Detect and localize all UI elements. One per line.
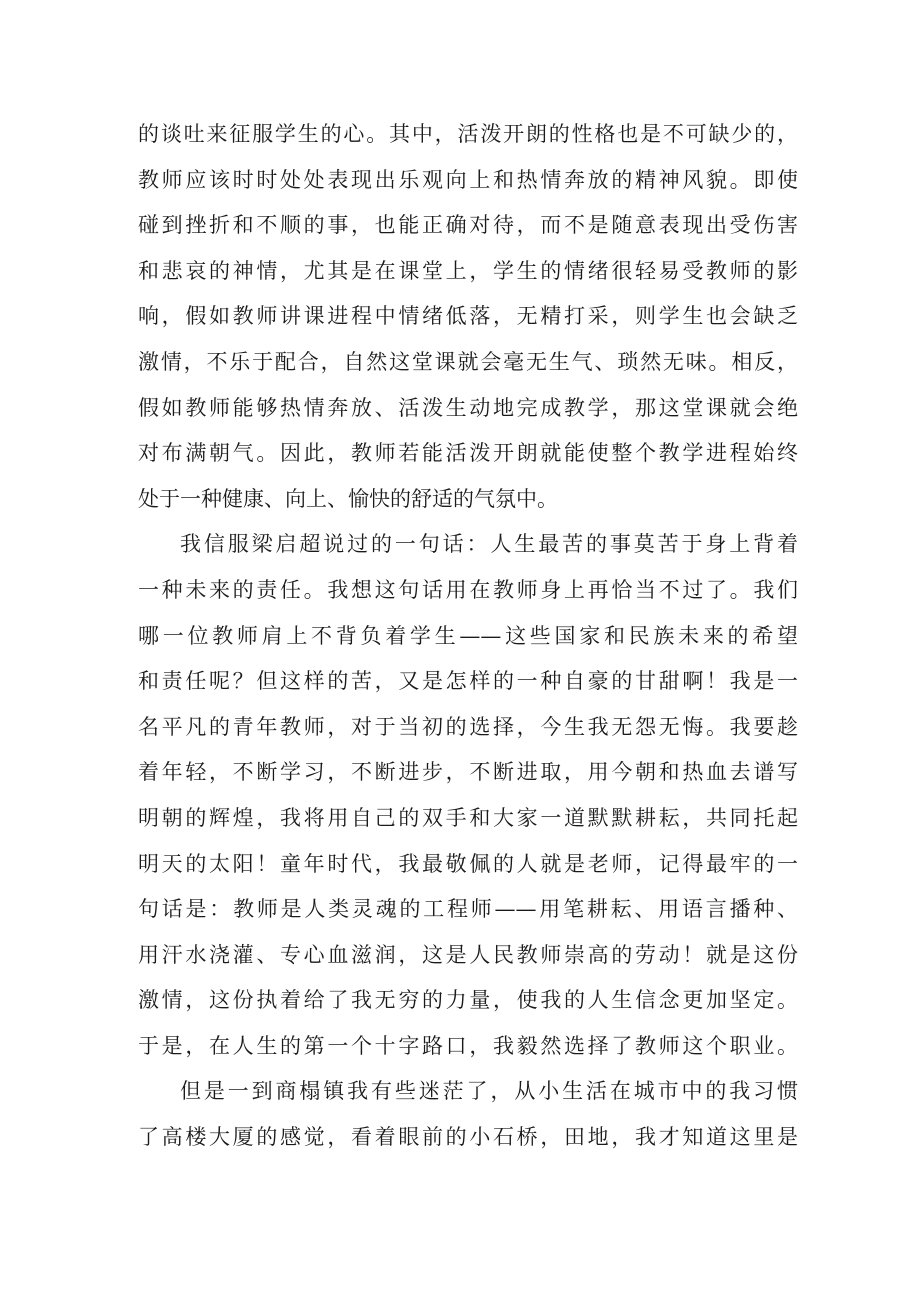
text-line: 明朝的辉煌，我将用自己的双手和大家一道默默耕耘，共同托起 [138,805,798,830]
text-line: 名平凡的青年教师，对于当初的选择，今生我无怨无悔。我要趁 [138,714,798,739]
text-line: 碰到挫折和不顺的事，也能正确对待，而不是随意表现出受伤害 [138,213,798,238]
text-line: 用汗水浇灌、专心血滋润，这是人民教师崇高的劳动！就是这份 [138,942,798,967]
text-line: 响，假如教师讲课进程中情绪低落，无精打采，则学生也会缺乏 [138,304,798,329]
text-line: 了高楼大厦的感觉，看着眼前的小石桥，田地，我才知道这里是 [138,1125,798,1150]
paragraph-first-line: 但是一到商榻镇我有些迷茫了，从小生活在城市中的我习惯 [180,1079,798,1104]
text-line: 句话是：教师是人类灵魂的工程师——用笔耕耘、用语言播种、 [138,897,798,922]
text-line: 的谈吐来征服学生的心。其中，活泼开朗的性格也是不可缺少的， [138,122,798,146]
text-line: 一种未来的责任。我想这句话用在教师身上再恰当不过了。我们 [138,577,798,602]
text-line: 和责任呢？但这样的苦，又是怎样的一种自豪的甘甜啊！我是一 [138,669,798,694]
text-line: 激情，这份执着给了我无穷的力量，使我的人生信念更加坚定。 [138,988,798,1013]
text-line: 激情，不乐于配合，自然这堂课就会毫无生气、琐然无味。相反， [138,349,798,374]
text-line: 着年轻，不断学习，不断进步，不断进取，用今朝和热血去谱写 [138,760,798,785]
text-line: 教师应该时时处处表现出乐观向上和热情奔放的精神风貌。即使 [138,167,798,192]
text-line: 和悲哀的神情，尤其是在课堂上，学生的情绪很轻易受教师的影 [138,258,798,283]
paragraph-end-line: 处于一种健康、向上、愉快的舒适的气氛中。 [138,486,558,511]
text-line: 哪一位教师肩上不背负着学生——这些国家和民族未来的希望 [138,623,798,648]
paragraph-end-line: 于是，在人生的第一个十字路口，我毅然选择了教师这个职业。 [138,1033,798,1058]
body-text [138,112,798,1161]
text-line: 明天的太阳！童年时代，我最敬佩的人就是老师，记得最牢的一 [138,851,798,876]
text-line: 对布满朝气。因此，教师若能活泼开朗就能使整个教学进程始终 [138,441,798,466]
text-line: 假如教师能够热情奔放、活泼生动地完成教学，那这堂课就会绝 [138,395,798,420]
paragraph-first-line: 我信服梁启超说过的一句话：人生最苦的事莫苦于身上背着 [180,532,798,557]
